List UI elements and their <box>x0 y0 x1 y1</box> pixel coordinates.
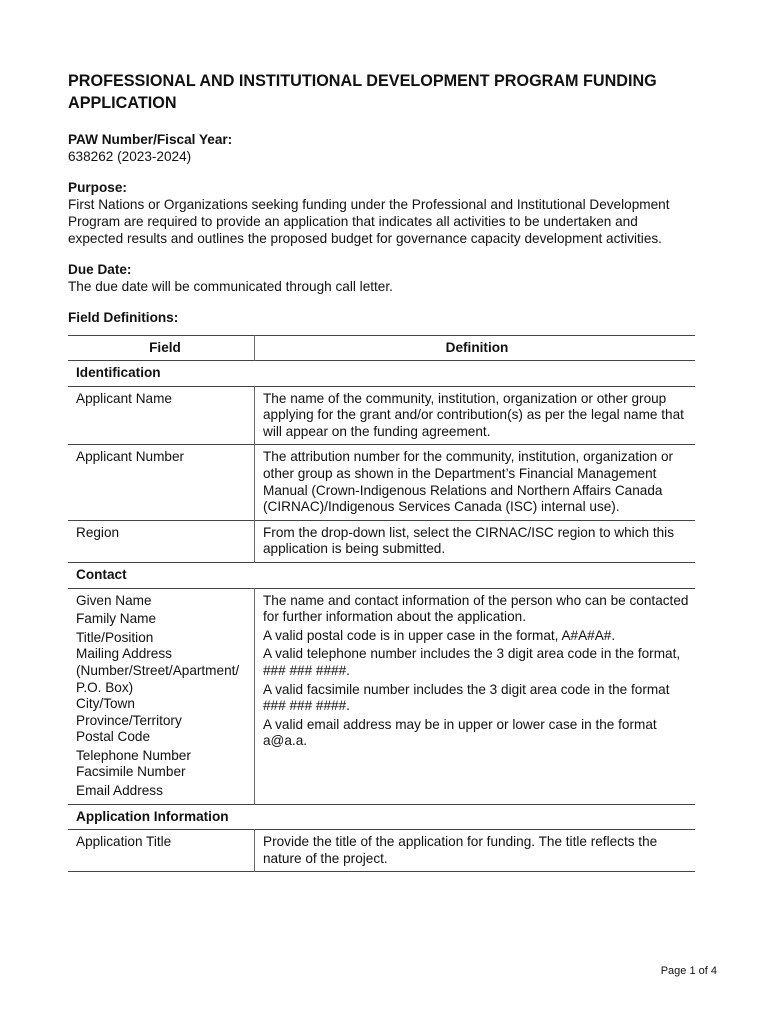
definition-line: A valid telephone number includes the 3 digit area code in the format, ### ### ####. <box>263 646 681 678</box>
field-definitions-label: Field Definitions: <box>68 310 179 325</box>
section-title: Identification <box>76 365 161 380</box>
field-line: Family Name <box>76 611 157 627</box>
purpose-section <box>68 179 696 247</box>
definition-line: A valid postal code is in upper case in the format, A#A#A#. <box>263 627 616 643</box>
field-cell: Application Title <box>68 830 255 872</box>
field-line: Postal Code <box>76 729 151 745</box>
section-title: Application Information <box>76 808 229 824</box>
definition-line: A valid email address may be in upper or lower case in the format a@a.a. <box>263 716 657 749</box>
table-row <box>68 386 695 445</box>
due-date-text: The due date will be communicated through call letter. <box>68 279 393 294</box>
due-date-label: Due Date: <box>68 262 132 277</box>
table-row <box>68 830 695 872</box>
field-definitions-table <box>68 335 695 872</box>
purpose-label: Purpose: <box>68 180 127 195</box>
field-line: Province/Territory <box>76 712 182 728</box>
page-number: Page 1 of 4 <box>660 965 717 977</box>
definition-cell <box>255 588 696 804</box>
table-row <box>68 445 695 520</box>
field-line: Email Address <box>76 783 163 799</box>
definition-line: A valid facsimile number includes the 3 digit area code in the format ### ### ####. <box>263 681 670 714</box>
header-field: Field <box>68 336 255 361</box>
paw-value: 638262 (2023-2024) <box>68 149 192 164</box>
field-cell: Applicant Number <box>68 445 255 520</box>
table-row <box>68 520 695 562</box>
header-definition: Definition <box>445 339 509 355</box>
field-line: Mailing Address (Number/Street/Apartment/ P.O. Box) <box>76 646 240 695</box>
field-line: Facsimile Number <box>76 764 186 780</box>
field-line: Given Name <box>76 592 152 608</box>
section-title: Contact <box>76 566 127 582</box>
section-row-identification <box>68 361 695 387</box>
definition-cell: The name of the community, institution, organization or other group applying for the grant and/or contribution(s) as per the legal name that will appear on the funding agreement. <box>263 390 684 439</box>
field-line: Telephone Number <box>76 747 191 763</box>
document-page <box>68 70 696 872</box>
field-cell: Region <box>68 520 255 562</box>
field-cell: Applicant Name <box>68 386 255 445</box>
definition-cell: The attribution number for the community, institution, organization or other group as shown in the Department’s Financial Management Manual (Crown-Indigenous Relations and Northern Affairs Canada (CIRNAC)/Indigenous Services Canada (ISC) internal use). <box>263 449 674 515</box>
definition-line: The name and contact information of the person who can be contacted for further information about the application. <box>263 592 689 625</box>
field-line: Title/Position <box>76 629 154 645</box>
definition-cell: Provide the title of the application for funding. The title reflects the nature of the project. <box>263 834 658 866</box>
table-row <box>68 588 695 804</box>
document-title: PROFESSIONAL AND INSTITUTIONAL DEVELOPMENT PROGRAM FUNDING APPLICATION <box>68 72 657 112</box>
paw-label: PAW Number/Fiscal Year: <box>68 132 233 147</box>
section-row-application-information <box>68 804 695 830</box>
field-cell <box>68 588 255 804</box>
paw-section <box>68 131 696 165</box>
definition-cell: From the drop-down list, select the CIRNAC/ISC region to which this application is being submitted. <box>263 524 674 557</box>
due-date-section <box>68 261 696 295</box>
field-line: City/Town <box>76 696 135 712</box>
section-row-contact <box>68 562 695 588</box>
table-header-row <box>68 336 695 361</box>
purpose-text: First Nations or Organizations seeking funding under the Professional and Institutional Development Program are required to provide an application that indicates all activities to be undertaken and expected results and outlines the proposed budget for governance capacity development activities. <box>68 197 670 246</box>
